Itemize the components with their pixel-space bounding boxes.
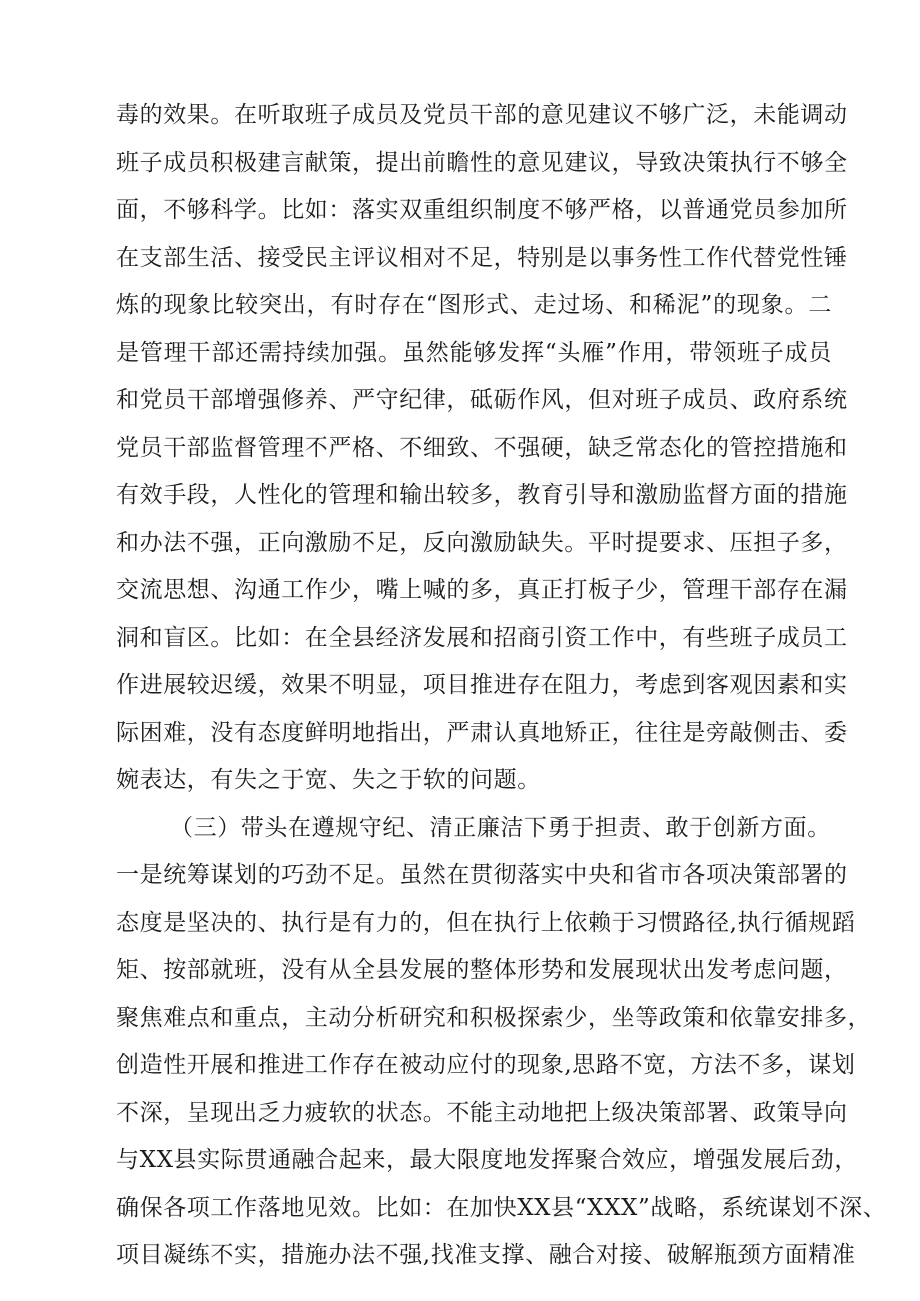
- text-line: 在支部生活、接受民主评议相对不足，特别是以事务性工作代替党性锤: [116, 244, 848, 271]
- text-line: 一是统筹谋划的巧劲不足。虽然在贯彻落实中央和省市各项决策部署的: [116, 862, 848, 888]
- text-line: 不深，呈现出乏力疲软的状态。不能主动地把上级决策部署、政策导向: [116, 1099, 848, 1126]
- text-line: 有效手段，人性化的管理和输出较多，教育引导和激励监督方面的措施: [116, 482, 848, 508]
- text-line: 创造性开展和推进工作存在被动应付的现象,思路不宽，方法不多，谋划: [116, 1052, 856, 1078]
- text-line: 是管理干部还需持续加强。虽然能够发挥“头雁”作用，带领班子成员: [116, 339, 832, 366]
- document-body: [116, 92, 887, 1280]
- text-line: 和办法不强，正向激励不足，反向激励缺失。平时提要求、压担子多，: [116, 529, 848, 556]
- text-line: 际困难，没有态度鲜明地指出，严肃认真地矫正，往往是旁敲侧击、委: [116, 719, 848, 746]
- text-line: （三）带头在遵规守纪、清正廉洁下勇于担责、敢于创新方面。: [170, 814, 831, 841]
- paragraph: [116, 805, 887, 1280]
- text-line: 炼的现象比较突出，有时存在“图形式、走过场、和稀泥”的现象。二: [116, 292, 832, 318]
- text-line: 婉表达，有失之于宽、失之于软的问题。: [116, 767, 541, 793]
- text-line: 交流思想、沟通工作少，嘴上喊的多，真正打板子少，管理干部存在漏: [116, 577, 848, 603]
- text-line: 毒的效果。在听取班子成员及党员干部的意见建议不够广泛，未能调动: [116, 102, 848, 128]
- document-page: [116, 92, 887, 1280]
- text-line: 班子成员积极建言献策，提出前瞻性的意见建议，导致决策执行不够全: [116, 149, 848, 176]
- text-line: 确保各项工作落地见效。比如：在加快XX县“XXX”战略，系统谋划不深、: [116, 1194, 887, 1221]
- paragraph: [116, 92, 848, 805]
- text-line: 作进展较迟缓，效果不明显，项目推进存在阻力，考虑到客观因素和实: [116, 672, 848, 698]
- text-line: 矩、按部就班，没有从全县发展的整体形势和发展现状出发考虑问题，: [116, 957, 848, 983]
- text-line: 洞和盲区。比如：在全县经济发展和招商引资工作中，有些班子成员工: [116, 624, 848, 651]
- text-line: 态度是坚决的、执行是有力的，但在执行上依赖于习惯路径,执行循规蹈: [116, 909, 856, 936]
- text-line: 党员干部监督管理不严格、不细致、不强硬，缺乏常态化的管控措施和: [116, 434, 848, 461]
- text-line: 面，不够科学。比如：落实双重组织制度不够严格，以普通党员参加所: [116, 197, 848, 223]
- text-line: 项目凝练不实，措施办法不强,找准支撑、融合对接、破解瓶颈方面精准: [116, 1242, 856, 1268]
- text-line: 聚焦难点和重点，主动分析研究和积极探索少，坐等政策和依靠安排多，: [116, 1004, 872, 1031]
- text-line: 与XX县实际贯通融合起来，最大限度地发挥聚合效应，增强发展后劲，: [116, 1147, 858, 1173]
- text-line: 和党员干部增强修养、严守纪律，砥砺作风，但对班子成员、政府系统: [116, 387, 848, 413]
